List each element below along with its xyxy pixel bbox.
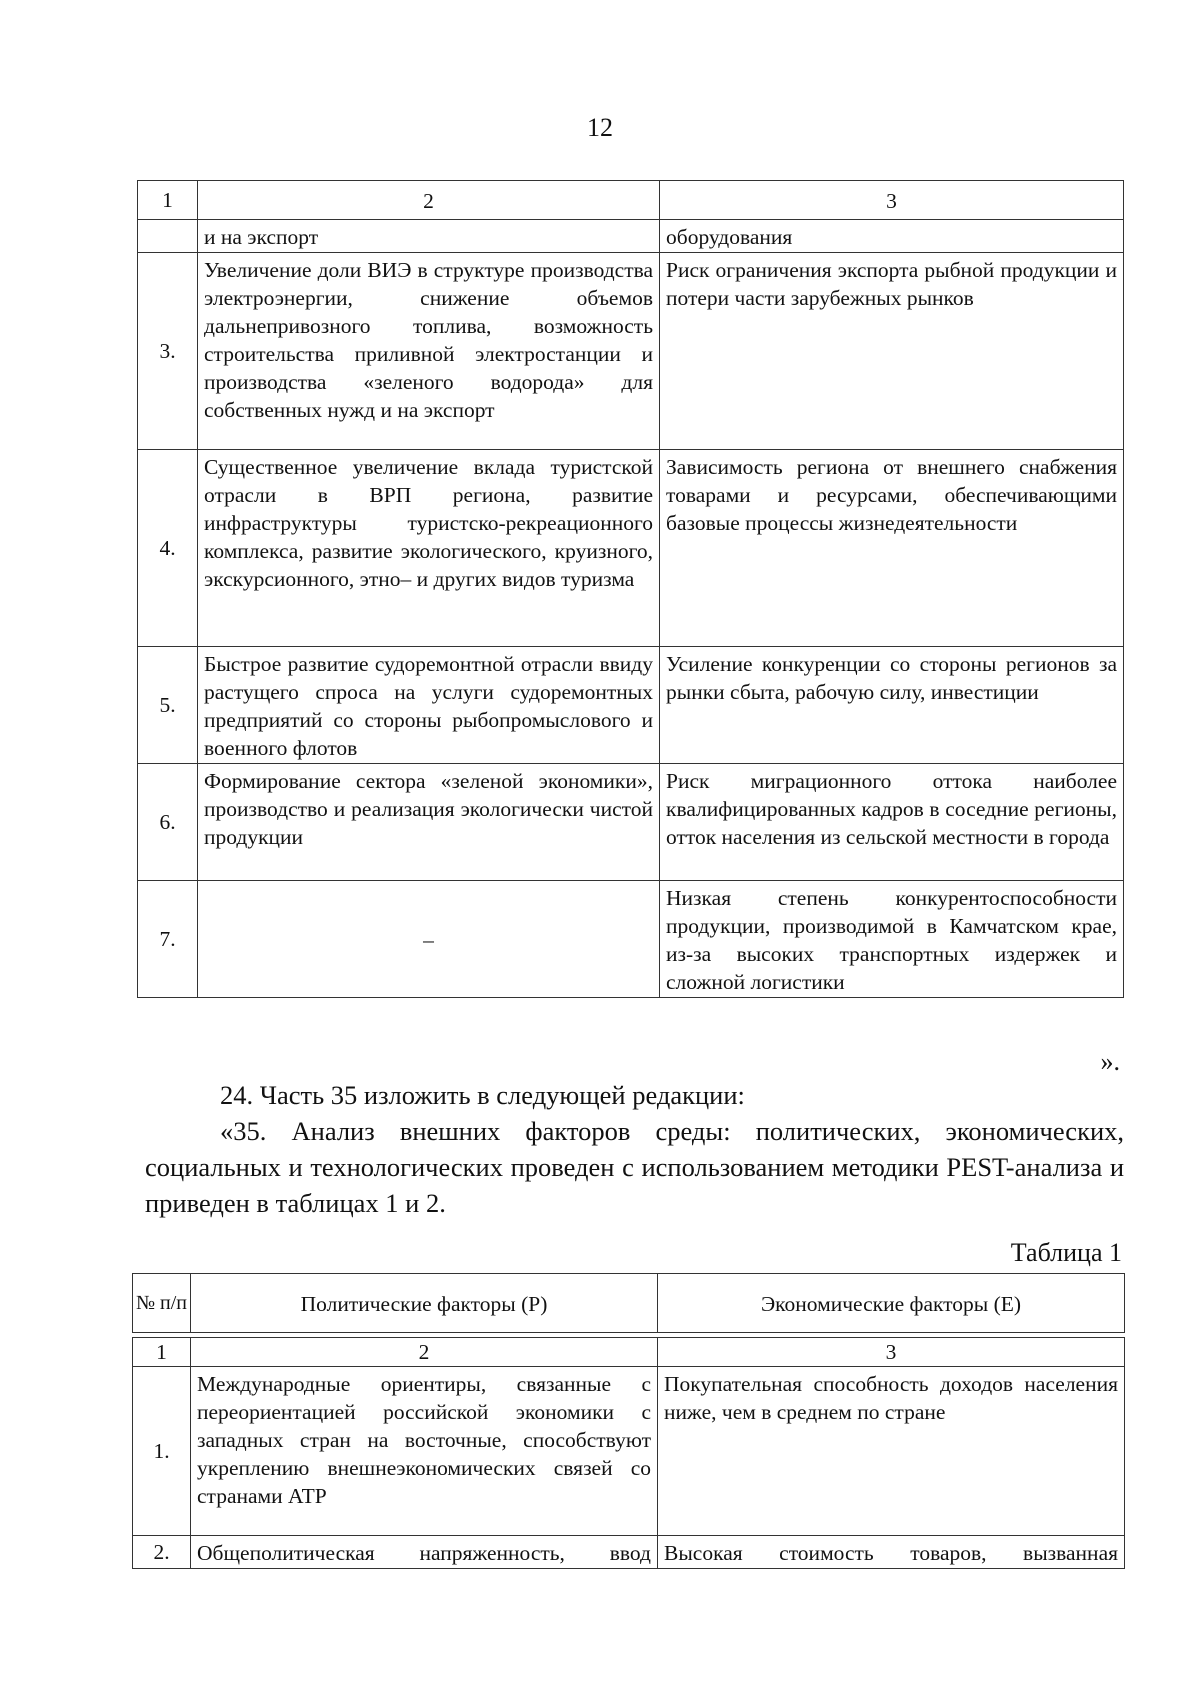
page-number: 12 — [587, 113, 613, 142]
threat-cell: оборудования — [660, 220, 1124, 253]
opportunity-cell: – — [198, 881, 660, 998]
row-number: 1. — [133, 1367, 191, 1536]
opportunity-cell: Формирование сектора «зеленой экономики», производство и реализация экологически чистой продукции — [198, 764, 660, 881]
table-row — [133, 1536, 1125, 1569]
table-header-row — [133, 1274, 1125, 1333]
table-row — [138, 764, 1124, 881]
amendment-paragraph: 24. Часть 35 изложить в следующей редакции: — [220, 1080, 745, 1110]
table-row — [138, 450, 1124, 647]
table-row — [138, 647, 1124, 764]
index-cell-1: 1 — [133, 1338, 191, 1367]
economic-cell: Высокая стоимость товаров, вызванная — [658, 1536, 1125, 1569]
opportunity-cell: и на экспорт — [198, 220, 660, 253]
table-row — [138, 253, 1124, 450]
header-cell-1: 1 — [138, 181, 198, 220]
table-row — [138, 881, 1124, 998]
table-row — [138, 220, 1124, 253]
row-number: 2. — [133, 1536, 191, 1569]
header-number-cell: № п/п — [133, 1274, 191, 1333]
index-cell-3: 3 — [658, 1338, 1125, 1367]
table-header-row — [138, 181, 1124, 220]
row-number: 5. — [138, 647, 198, 764]
row-number — [138, 220, 198, 253]
threat-cell: Риск миграционного оттока наиболее квалифицированных кадров в соседние регионы, отток населения из сельской местности в города — [660, 764, 1124, 881]
political-cell: Международные ориентиры, связанные с переориентацией российской экономики с западных стран на восточные, способствуют укреплению внешнеэкономических связей со странами АТР — [191, 1367, 658, 1536]
header-political-cell: Политические факторы (Р) — [191, 1274, 658, 1333]
closing-quote: ». — [1100, 1047, 1120, 1076]
pest-table — [132, 1273, 1125, 1569]
header-economic-cell: Экономические факторы (Е) — [658, 1274, 1125, 1333]
threat-cell: Низкая степень конкурентоспособности продукции, производимой в Камчатском крае, из-за высоких транспортных издержек и сложной логистики — [660, 881, 1124, 998]
political-cell: Общеполитическая напряженность, ввод — [191, 1536, 658, 1569]
threat-cell: Зависимость региона от внешнего снабжения товарами и ресурсами, обеспечивающими базовые процессы жизнедеятельности — [660, 450, 1124, 647]
header-cell-3: 3 — [660, 181, 1124, 220]
row-number: 3. — [138, 253, 198, 450]
row-number: 7. — [138, 881, 198, 998]
table-row — [133, 1367, 1125, 1536]
threat-cell: Усиление конкуренции со стороны регионов за рынки сбыта, рабочую силу, инвестиции — [660, 647, 1124, 764]
opportunity-cell: Увеличение доли ВИЭ в структуре производства электроэнергии, снижение объемов дальнепривозного топлива, возможность строительства приливной электростанции и производства «зеленого водорода» для собственных нужд и на экспорт — [198, 253, 660, 450]
opportunity-cell: Существенное увеличение вклада туристской отрасли в ВРП региона, развитие инфраструктуры туристско-рекреационного комплекса, развитие экологического, круизного, экскурсионного, этно– и других видов туризма — [198, 450, 660, 647]
row-number: 4. — [138, 450, 198, 647]
row-number: 6. — [138, 764, 198, 881]
pest-analysis-paragraph: «35. Анализ внешних факторов среды: политических, экономических, социальных и технологических проведен с использованием методики PEST-анализа и приведен в таблицах 1 и 2. — [145, 1116, 1124, 1218]
header-cell-2: 2 — [198, 181, 660, 220]
opportunity-cell: Быстрое развитие судоремонтной отрасли ввиду растущего спроса на услуги судоремонтных предприятий со стороны рыбопромыслового и военного флотов — [198, 647, 660, 764]
table-caption: Таблица 1 — [1010, 1238, 1122, 1267]
threat-cell: Риск ограничения экспорта рыбной продукции и потери части зарубежных рынков — [660, 253, 1124, 450]
economic-cell: Покупательная способность доходов населения ниже, чем в среднем по стране — [658, 1367, 1125, 1536]
table-index-row — [133, 1338, 1125, 1367]
swot-continuation-table — [137, 180, 1124, 998]
index-cell-2: 2 — [191, 1338, 658, 1367]
